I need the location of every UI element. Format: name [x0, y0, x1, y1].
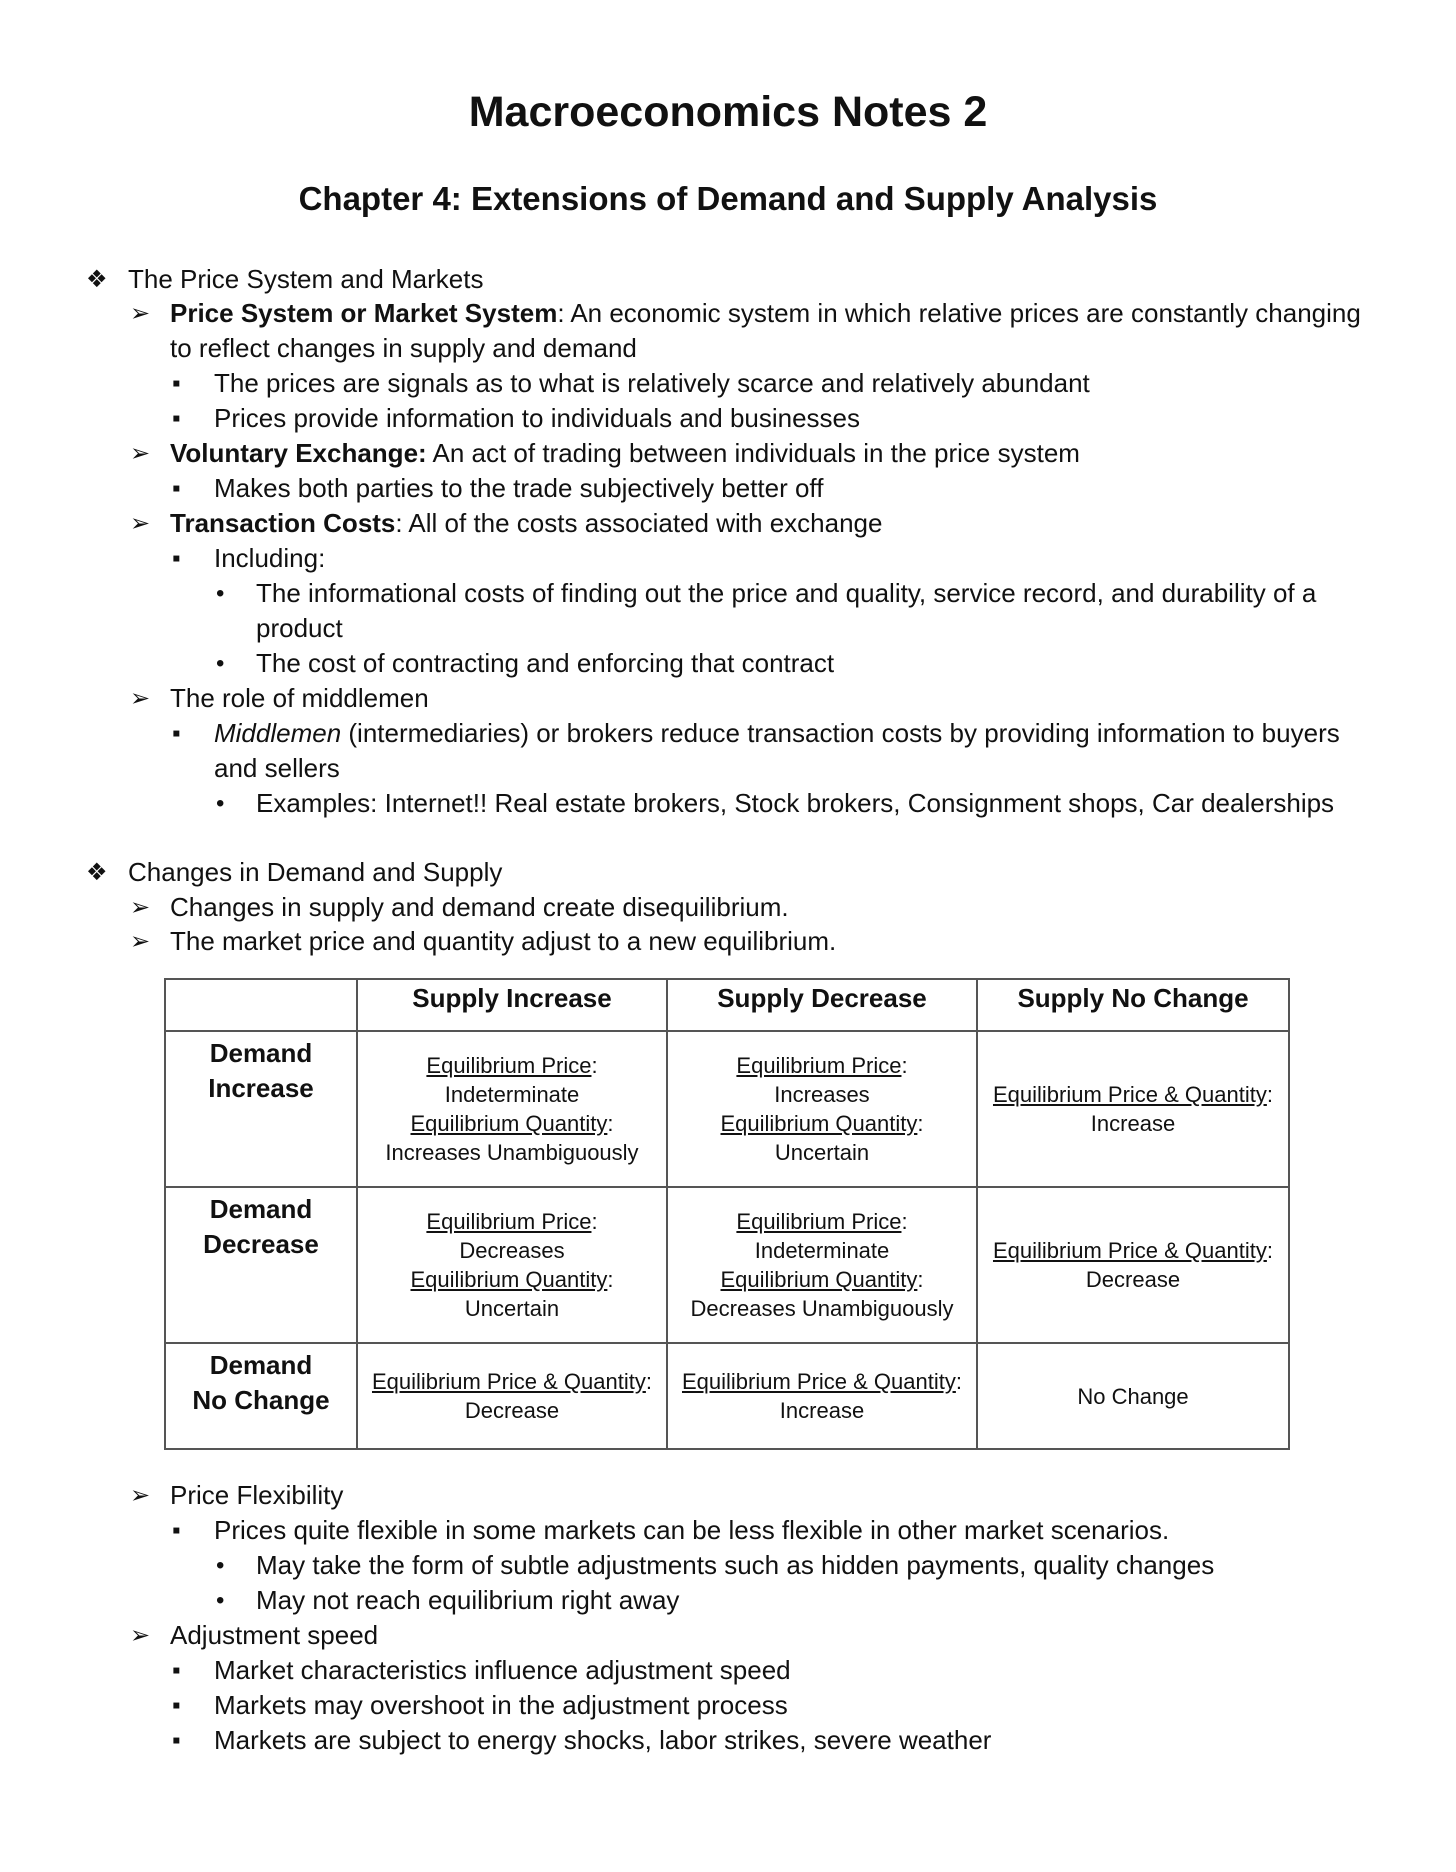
- table-cell: [357, 1031, 667, 1187]
- list-item: Makes both parties to the trade subjectively better off: [214, 473, 824, 503]
- table-header-row: [165, 979, 1289, 1031]
- row-header-line: Demand: [209, 1038, 313, 1068]
- transaction-costs-def-text: : All of the costs associated with exchange: [395, 508, 883, 538]
- arrow-bullet-icon: ➢: [130, 685, 151, 712]
- list-item: Prices provide information to individuals and businesses: [214, 403, 861, 433]
- colon: :: [917, 1111, 924, 1136]
- eq-pq-label: Equilibrium Price & Quantity: [371, 1369, 646, 1394]
- row-header-line: Demand: [209, 1350, 313, 1380]
- colon: :: [1266, 1082, 1273, 1107]
- colon: :: [955, 1369, 962, 1394]
- term-price-system: Price System or Market System: [170, 298, 558, 328]
- col-header: Supply Decrease: [667, 979, 977, 1031]
- chapter-heading: Chapter 4: Extensions of Demand and Supply Analysis: [298, 180, 1158, 217]
- list-item: The market price and quantity adjust to a new equilibrium.: [170, 926, 837, 956]
- cell-value: Uncertain: [464, 1296, 560, 1321]
- table-row: [165, 1343, 1289, 1449]
- list-item: The cost of contracting and enforcing that contract: [256, 648, 835, 678]
- table-cell: [357, 1187, 667, 1343]
- transaction-costs-definition: [170, 506, 882, 541]
- square-bullet-icon: ▪: [172, 405, 181, 432]
- colon: :: [901, 1209, 908, 1234]
- diamond-bullet-icon: ❖: [86, 859, 108, 886]
- arrow-bullet-icon: ➢: [130, 440, 151, 467]
- cell-value: Indeterminate: [754, 1238, 890, 1263]
- row-header-line: No Change: [192, 1385, 330, 1415]
- eq-pq-label: Equilibrium Price & Quantity: [992, 1082, 1267, 1107]
- square-bullet-icon: ▪: [172, 1517, 181, 1544]
- dot-bullet-icon: •: [216, 1587, 225, 1614]
- row-header: [165, 1031, 357, 1187]
- cell-value: Uncertain: [774, 1140, 870, 1165]
- table-cell: [977, 1031, 1289, 1187]
- eq-price-label: Equilibrium Price: [426, 1053, 592, 1078]
- price-system-def-text: : An economic system in which relative prices are constantly changing: [557, 298, 1361, 328]
- table-corner-cell: [165, 979, 357, 1031]
- list-item: May take the form of subtle adjustments such as hidden payments, quality changes: [256, 1550, 1215, 1580]
- colon: :: [901, 1053, 908, 1078]
- colon: :: [1266, 1238, 1273, 1263]
- row-header: [165, 1187, 357, 1343]
- list-item: Prices quite flexible in some markets can be less flexible in other market scenarios.: [214, 1515, 1170, 1545]
- table-cell: [357, 1343, 667, 1449]
- term-voluntary-exchange: Voluntary Exchange:: [170, 438, 427, 468]
- cell-value: Increases Unambiguously: [385, 1140, 639, 1165]
- list-item: Including:: [214, 543, 326, 573]
- row-header-line: Demand: [209, 1194, 313, 1224]
- table-row: [165, 1031, 1289, 1187]
- list-item: Changes in supply and demand create disequilibrium.: [170, 892, 789, 922]
- eq-quantity-label: Equilibrium Quantity: [720, 1111, 918, 1136]
- list-item: Markets may overshoot in the adjustment process: [214, 1690, 788, 1720]
- cell-value: Decreases: [459, 1238, 565, 1263]
- list-item: Markets are subject to energy shocks, labor strikes, severe weather: [214, 1725, 992, 1755]
- list-item: May not reach equilibrium right away: [256, 1585, 680, 1615]
- cell-value: Decrease: [1085, 1267, 1181, 1292]
- cell-value: Increase: [1090, 1111, 1176, 1136]
- cell-value: Decreases Unambiguously: [690, 1296, 954, 1321]
- cell-value: Increases: [774, 1082, 870, 1107]
- section-heading-changes: Changes in Demand and Supply: [128, 857, 503, 887]
- arrow-bullet-icon: ➢: [130, 894, 151, 921]
- row-header-line: Increase: [208, 1073, 314, 1103]
- table-cell: [667, 1031, 977, 1187]
- square-bullet-icon: ▪: [172, 370, 181, 397]
- dot-bullet-icon: •: [216, 790, 225, 817]
- eq-quantity-label: Equilibrium Quantity: [410, 1111, 608, 1136]
- table-cell: [667, 1187, 977, 1343]
- cell-value: No Change: [1077, 1383, 1189, 1409]
- col-header: Supply Increase: [357, 979, 667, 1031]
- list-item-cont: product: [256, 613, 343, 643]
- eq-price-label: Equilibrium Price: [426, 1209, 592, 1234]
- eq-price-label: Equilibrium Price: [736, 1053, 902, 1078]
- cell-value: Decrease: [464, 1398, 560, 1423]
- arrow-bullet-icon: ➢: [130, 928, 151, 955]
- table-row: [165, 1187, 1289, 1343]
- middlemen-definition-cont: and sellers: [214, 753, 340, 783]
- eq-pq-label: Equilibrium Price & Quantity: [681, 1369, 956, 1394]
- square-bullet-icon: ▪: [172, 1727, 181, 1754]
- voluntary-exchange-definition: [170, 436, 1080, 471]
- square-bullet-icon: ▪: [172, 1657, 181, 1684]
- demand-supply-table: [164, 978, 1290, 1450]
- eq-price-label: Equilibrium Price: [736, 1209, 902, 1234]
- dot-bullet-icon: •: [216, 650, 225, 677]
- list-item: Examples: Internet!! Real estate brokers, Stock brokers, Consignment shops, Car dealerships: [256, 788, 1335, 818]
- arrow-bullet-icon: ➢: [130, 1622, 151, 1649]
- list-item: The prices are signals as to what is relatively scarce and relatively abundant: [214, 368, 1090, 398]
- list-item: Market characteristics influence adjustment speed: [214, 1655, 791, 1685]
- table-cell: [667, 1343, 977, 1449]
- term-transaction-costs: Transaction Costs: [170, 508, 396, 538]
- document-title: Macroeconomics Notes 2: [468, 88, 988, 136]
- table-cell: [977, 1187, 1289, 1343]
- colon: :: [607, 1267, 614, 1292]
- square-bullet-icon: ▪: [172, 720, 181, 747]
- middlemen-heading: The role of middlemen: [170, 683, 429, 713]
- list-item: The informational costs of finding out the price and quality, service record, and durability of a: [256, 578, 1317, 608]
- voluntary-exchange-def-text: An act of trading between individuals in the price system: [426, 438, 1080, 468]
- colon: :: [591, 1053, 598, 1078]
- dot-bullet-icon: •: [216, 580, 225, 607]
- arrow-bullet-icon: ➢: [130, 1482, 151, 1509]
- eq-pq-label: Equilibrium Price & Quantity: [992, 1238, 1267, 1263]
- cell-value: Increase: [779, 1398, 865, 1423]
- arrow-bullet-icon: ➢: [130, 510, 151, 537]
- dot-bullet-icon: •: [216, 1552, 225, 1579]
- table-cell: [977, 1343, 1289, 1449]
- square-bullet-icon: ▪: [172, 545, 181, 572]
- square-bullet-icon: ▪: [172, 475, 181, 502]
- colon: :: [591, 1209, 598, 1234]
- diamond-bullet-icon: ❖: [86, 266, 108, 293]
- square-bullet-icon: ▪: [172, 1692, 181, 1719]
- term-middlemen: Middlemen: [214, 718, 342, 748]
- middlemen-definition: [214, 716, 1340, 751]
- cell-value: Indeterminate: [444, 1082, 580, 1107]
- row-header-line: Decrease: [203, 1229, 319, 1259]
- eq-quantity-label: Equilibrium Quantity: [410, 1267, 608, 1292]
- colon: :: [607, 1111, 614, 1136]
- colon: :: [917, 1267, 924, 1292]
- section-heading-price-system: The Price System and Markets: [128, 264, 484, 294]
- adjustment-speed-heading: Adjustment speed: [170, 1620, 379, 1650]
- price-flexibility-heading: Price Flexibility: [170, 1480, 344, 1510]
- colon: :: [645, 1369, 652, 1394]
- price-system-definition-cont: to reflect changes in supply and demand: [170, 333, 637, 363]
- eq-quantity-label: Equilibrium Quantity: [720, 1267, 918, 1292]
- arrow-bullet-icon: ➢: [130, 300, 151, 327]
- row-header: [165, 1343, 357, 1449]
- middlemen-def-text: (intermediaries) or brokers reduce transaction costs by providing information to buyers: [341, 718, 1340, 748]
- price-system-definition: [170, 296, 1361, 331]
- col-header: Supply No Change: [977, 979, 1289, 1031]
